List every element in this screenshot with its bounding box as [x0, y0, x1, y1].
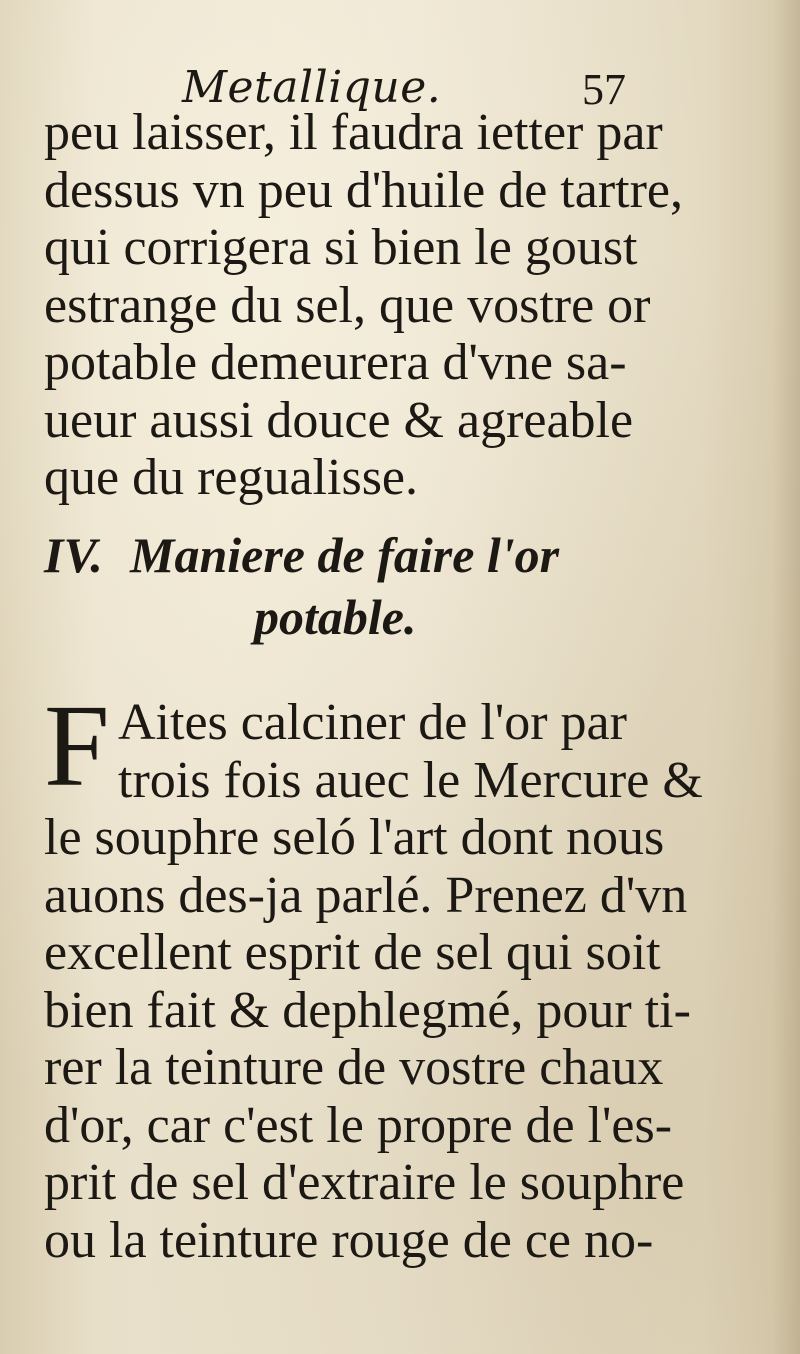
paragraph-2: [44, 680, 703, 1269]
text-line: prit de sel d'extraire le souphre: [44, 1154, 685, 1211]
text-line: d'or, car c'est le propre de l'es-: [44, 1096, 673, 1154]
chapter-heading: [44, 524, 664, 648]
text-line: que du regualisse.: [44, 449, 419, 506]
chapter-title-line-2: potable.: [254, 589, 417, 645]
drop-cap: F: [44, 680, 110, 811]
chapter-number: IV.: [44, 527, 103, 583]
running-title: Metallique.: [182, 62, 442, 113]
text-line: dessus vn peu d'huile de tartre,: [44, 161, 683, 219]
text-line: rer la teinture de vostre chaux: [44, 1039, 664, 1096]
text-line: auons des-ja parlé. Prenez d'vn: [44, 866, 688, 924]
paragraph-1: [44, 104, 683, 507]
text-line: qui corrigera si bien le goust: [44, 219, 638, 276]
text-line: ueur aussi douce & agreable: [44, 391, 634, 449]
page-edge-shadow: [772, 0, 800, 1354]
text-line: excellent esprit de sel qui soit: [44, 924, 661, 981]
text-line: le souphre seló l'art dont nous: [44, 809, 665, 866]
text-line: Aites calciner de l'or par: [118, 694, 627, 751]
text-line: bien fait & dephlegmé, pour ti-: [44, 981, 691, 1039]
text-line: trois fois auec le Mercure &: [118, 751, 703, 809]
text-line: estrange du sel, que vostre or: [44, 276, 651, 334]
text-line: ou la teinture rouge de ce no-: [44, 1211, 654, 1269]
page-number: 57: [582, 65, 626, 114]
chapter-title-line-1: Maniere de faire l'or: [130, 527, 560, 583]
text-line: potable demeurera d'vne sa-: [44, 334, 627, 391]
text-line: peu laisser, il faudra ietter par: [44, 104, 663, 161]
